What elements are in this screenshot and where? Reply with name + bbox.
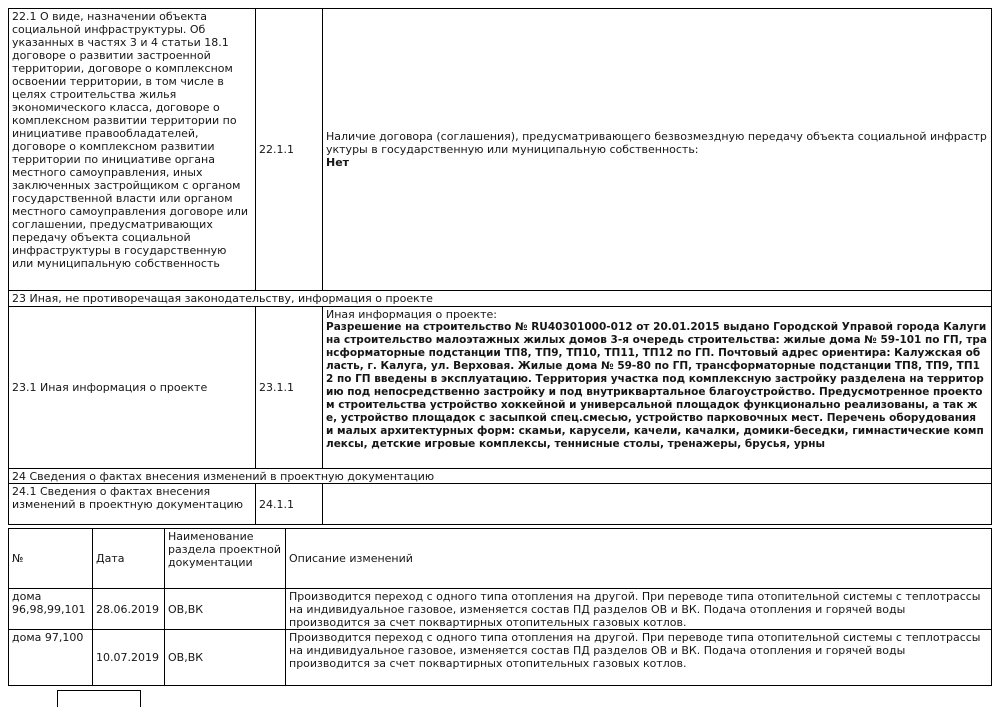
row-22-1-value-cell (323, 9, 992, 291)
changes-table (8, 528, 992, 686)
changes-header-date: Дата (96, 552, 125, 565)
changes-header-description-cell (286, 529, 992, 589)
row-23-1-value-cell (323, 307, 992, 469)
changes-row-1-section-cell (165, 589, 286, 630)
row-22-1-label-cell (9, 9, 256, 291)
row-23-1-value-intro: Иная информация о проекте: (326, 308, 497, 321)
row-24-1-code: 24.1.1 (259, 497, 294, 511)
row-24-1-label-cell (9, 484, 256, 525)
row-22-1-code-cell (256, 9, 323, 291)
changes-row-1-description-cell (286, 589, 992, 630)
changes-header-section: Наименование раздела проектной документации (168, 530, 282, 569)
row-23-1-label-cell (9, 307, 256, 469)
section-24-header: 24 Сведения о фактах внесения изменений в проектную документацию (12, 469, 435, 483)
changes-row-2-num-cell (9, 630, 93, 686)
changes-header-num: № (12, 552, 24, 565)
row-24-1 (9, 484, 992, 525)
changes-header-description: Описание изменений (289, 552, 413, 565)
row-23-1 (9, 307, 992, 469)
changes-header-section-cell (165, 529, 286, 589)
changes-row-1-date: 28.06.2019 (96, 602, 159, 616)
changes-row-1-date-cell (93, 589, 165, 630)
changes-row-1 (9, 589, 992, 630)
row-24-1-value-cell (323, 484, 992, 525)
changes-header-num-cell (9, 529, 93, 589)
changes-row-1-section: ОВ,ВК (168, 602, 204, 616)
changes-row-1-description: Производится переход с одного типа отопления на другой. При переводе типа отопительной системы с теплотрассы на индивидуальное газовое, изменяется состав ПД разделов ОВ и ВК. Подача отопления и горячей воды производится за счет поквартирных отопительных газовых котлов. (289, 590, 981, 629)
row-24-1-label: 24.1 Сведения о фактах внесения изменений в проектную документацию (12, 485, 243, 511)
section-23-header-row (9, 291, 992, 307)
changes-row-1-num-cell (9, 589, 93, 630)
changes-header-row (9, 529, 992, 589)
partial-next-row-cell (57, 690, 141, 707)
changes-header-date-cell (93, 529, 165, 589)
changes-row-2-description-cell (286, 630, 992, 686)
changes-row-2-section: ОВ,ВК (168, 651, 204, 664)
changes-row-2-date: 10.07.2019 (96, 651, 159, 664)
row-23-1-label: 23.1 Иная информация о проекте (12, 381, 208, 394)
declaration-table (8, 8, 992, 525)
row-22-1-value-bold: Нет (326, 156, 350, 169)
changes-row-2-section-cell (165, 630, 286, 686)
row-23-1-code: 23.1.1 (259, 381, 294, 394)
row-22-1-label: 22.1 О виде, назначении объекта социальной инфраструктуры. Об указанных в частях 3 и 4 статьи 18.1 договоре о развитии застроенной территории, договоре о комплексном освоении территории, в том числе в целях строительства жилья экономического класса, договоре о комплексном развитии территории по инициативе правообладателей, договоре о комплексном развитии территории по инициативе органа местного самоуправления, иных заключенных застройщиком с органом государственной власти или органом местного самоуправления договоре или соглашении, предусматривающих передачу объекта социальной инфраструктуры в государственную или муниципальную собственность (12, 10, 249, 270)
section-23-header-cell (9, 291, 992, 307)
changes-row-1-num: дома 96,98,99,101 (12, 590, 86, 616)
row-24-1-code-cell (256, 484, 323, 525)
row-22-1 (9, 9, 992, 291)
section-24-header-cell (9, 469, 992, 484)
row-23-1-code-cell (256, 307, 323, 469)
section-23-header: 23 Иная, не противоречащая законодательству, информация о проекте (12, 292, 433, 305)
row-23-1-value-bold: Разрешение на строительство № RU40301000-012 от 20.01.2015 выдано Городской Управой города Калуги на строительство малоэтажных жилых домов 3-я очередь строительства: жилые дома № 59-101 по ГП, трансформаторные подстанции ТП8, ТП9, ТП10, ТП11, ТП12 по ГП. Почтовый адрес ориентира: Калужская область, г. Калуга, ул. Верховая. Жилые дома № 59-80 по ГП, трансформаторные подстанции ТП8, ТП9, ТП12 по ГП введены в эксплуатацию. Территория участка под комплексную застройку разделена на территорию под непосредственно застройку и под внутриквартальное благоустройство. Предусмотренное проектом строительства устройство хоккейной и универсальной площадок функционально реализованы, а так же, устройство площадок с засыпкой спец.смесью, устройство парковочных мест. Перечень оборудования и малых архитектурных форм: скамьи, карусели, качели, качалки, домики-беседки, гимнастические комплексы, детские игровые комплексы, теннисные столы, тренажеры, брусья, урны (326, 321, 987, 450)
changes-row-2-num: дома 97,100 (12, 631, 84, 644)
row-22-1-code: 22.1.1 (259, 143, 294, 156)
row-22-1-value-text: Наличие договора (соглашения), предусматривающего безвозмездную передачу объекта социальной инфраструктуры в государственную или муниципальную собственность: (326, 130, 987, 156)
changes-row-2-date-cell (93, 630, 165, 686)
changes-row-2-description: Производится переход с одного типа отопления на другой. При переводе типа отопительной системы с теплотрассы на индивидуальное газовое, изменяется состав ПД разделов ОВ и ВК. Подача отопления и горячей воды производится за счет поквартирных отопительных газовых котлов. (289, 631, 981, 670)
section-24-header-row (9, 469, 992, 484)
changes-row-2 (9, 630, 992, 686)
